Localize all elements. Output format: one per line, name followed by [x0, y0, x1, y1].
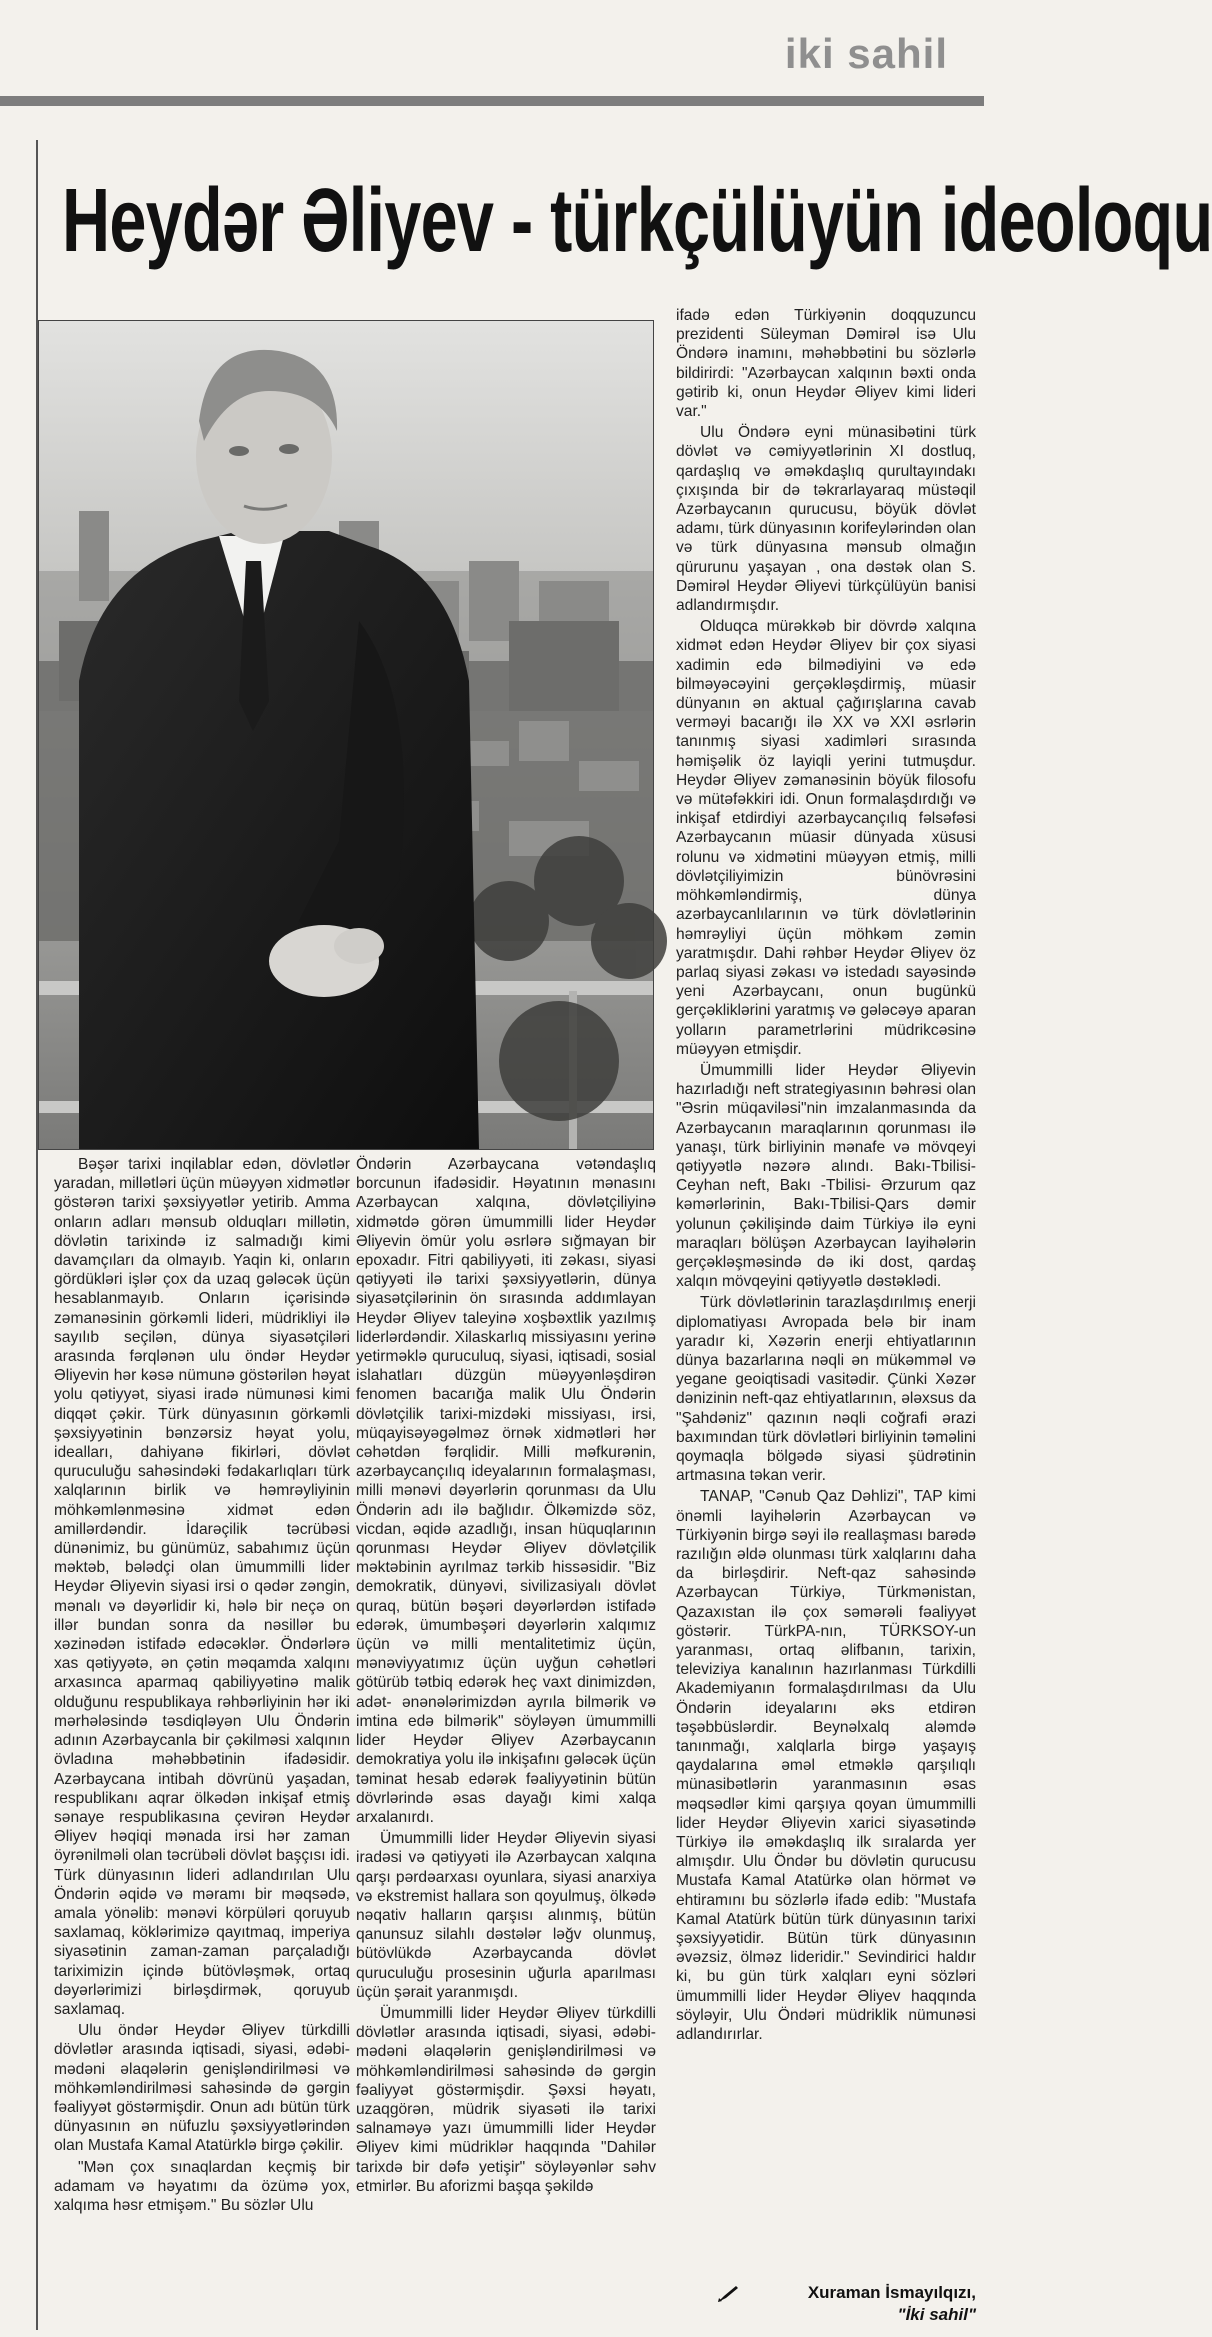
- paragraph: "Mən çox sınaqlardan keçmiş bir adamam və həyatımı da özümə yox, xalqıma həsr etmişəm." Bu sözlər Ulu: [54, 2158, 350, 2214]
- masthead: iki sahil: [784, 30, 948, 77]
- signature-author: Xuraman İsmayılqızı,: [807, 2283, 976, 2302]
- paragraph: Ümummilli lider Heydər Əliyevin hazırladığı neft strategiyasının bəhrəsi olan "Əsrin müqaviləsi"nin imzalanmasında da Azərbaycanın maraqlarının qorunması ilə yanaşı, türk birliyinin mənafe və mövqeyi qətiyyətlə nəzərə alındı. Bakı-Tbilisi-Ceyhan neft, Bakı -Tbilisi- Ərzurum qaz kəmərlərinin, Bakı-Tbilisi-Qars dəmir yolunun çəkilişində daim Türkiyə ilə eyni maraqları bölüşən Azərbaycan layihələrin gerçəkləşməsində də iki dost, qardaş xalqın mövqeyini qətiyyətlə dəstəklədi.: [676, 1061, 976, 1291]
- headline: Heydər Əliyev - türkçülüyün ideoloqu: [62, 171, 1212, 271]
- portrait-photo: [38, 320, 654, 1150]
- paragraph: Olduqca mürəkkəb bir dövrdə xalqına xidmət edən Heydər Əliyev bir çox siyasi xadimin edə bilmədiyini və edə bilməyəcəyini gerçəkləşdirmiş, müasir dünyanın ən aktual çağırışlarına cavab verməyi bacarığı ilə XX və XXI əsrlərin tanınmış siyasi xadimləri sırasında həmişəlik öz layiqli yerini tutmuşdur. Heydər Əliyev zəmanəsinin böyük filosofu və mütəfəkkiri idi. Onun formalaşdırdığı və inkişaf etdirdiyi azərbaycançılıq fəlsəfəsi Azərbaycanın müasir dünyada xüsusi rolunu və xidmətini müəyyən etmiş, milli dövlətçiliyimizin bünövrəsini möhkəmləndirmiş, dünya azərbaycanlılarının və türk dövlətlərinin həmrəyliyi üçün möhkəm zəmin yaratmışdır. Dahi rəhbər Heydər Əliyev öz parlaq siyasi zəkası və istedadı sayəsində yeni Azərbaycanı, onun bugünkü gerçəkliklərini yaratmış və gələcəyə aparan yolların parametrlərini müdrikcəsinə müəyyən etmişdir.: [676, 618, 976, 1058]
- paragraph: Bəşər tarixi inqilablar edən, dövlətlər yaradan, millətləri üçün müəyyən xidmətlər göstərən tarixi şəxsiyyətlər yetirib. Amma onların adları mənsub olduqları millətin, dövlətin tarixində iz salmadığı kimi davamçıları da olmayıb. Yaqin ki, onların gördükləri işlər çox da uzaq gələcək üçün hesablanmayıb. Onların içərisində zəmanəsinin görkəmli lideri, müdrikliyi ilə sayılıb seçilən, dünya siyasətçiləri arasında fərqlənən ulu öndər Heydər Əliyevin hər kəsə nümunə göstərilən həyat yolu qətiyyət, siyasi iradə nümunəsi kimi diqqət çəkir. Türk dünyasının görkəmli şəxsiyyətinin bənzərsiz həyat yolu, idealları, dahiyanə fikirləri, dövlət quruculuğu sahəsindəki fədakarlıqları türk xalqlarının birlik və həmrəyliyinin möhkəmlənməsinə xidmət edən amillərdəndir. İdarəçilik təcrübəsi dünənimiz, bu günümüz, sabahımız üçün məktəb, bələdçi olan ümummilli lider Heydər Əliyevin siyasi irsi o qədər zəngin, mənalı və dəyərlidir ki, hələ bir neçə on illər bundan sonra da nəsillər bu xəzinədən istifadə edəcəklər. Öndərlərə xas qətiyyətə, ən çətin məqamda xalqını arxasınca aparmaq qabiliyyətinə malik olduğunu respublikaya rəhbərliyinin hər iki mərhələsində təsdiqləyən Ulu Öndərin adının Azərbaycanla bir çəkilməsi xalqının övladına məhəbbətinin ifadəsidir. Azərbaycana intibah dövrünü yaşadan, respublikanı aqrar ölkədən inkişaf etmiş sənaye respublikasına çevirən Heydər Əliyev həqiqi mənada irsi hər zaman öyrənilməli olan təcrübəli dövlət başçısı idi. Türk dünyasının lideri adlandırılan Ulu Öndərin əqidə və məramı bir məqsədə, amala yönəlib: mənəvi körpüləri qoruyub saxlamaq, köklərimizə qayıtmaq, imperiya siyasətinin zaman-zaman parçaladığı tariximizin içində bütövləşmək, ortaq dəyərlərimizi birləşdirmək, qoruyub saxlamaq.: [54, 1156, 350, 2018]
- paragraph: ifadə edən Türkiyənin doqquzuncu prezidenti Süleyman Dəmirəl isə Ulu Öndərə inamını, məhəbbətini bu sözlərlə bildirirdi: "Azərbaycan xalqının bəxti onda gətirib ki, onun Heydər Əliyev kimi lideri var.": [676, 307, 976, 421]
- paragraph: Ümummilli lider Heydər Əliyev türkdilli dövlətlər arasında iqtisadi, siyasi, ədəbi-mədəni əlaqələrin genişləndirilməsi və möhkəmləndirilməsi sahəsində də gərgin fəaliyyət göstərmişdir. Şəxsi həyatı, uzaqgörən, müdrik siyasəti ilə tarixi salnaməyə yazı ümummilli lider Heydər Əliyev kimi müdriklər haqqında "Dahilər tarixdə bir dəfə yetişir" söyləyənlər səhv etmirlər. Bu aforizmi başqa şəkildə: [356, 2004, 656, 2195]
- paragraph: Ulu Öndərə eyni münasibətini türk dövlət və cəmiyyətlərinin XI dostluq, qardaşlıq və əməkdaşlıq qurultayındakı çıxışında bir də təkrarlayaraq müstəqil Azərbaycanın qurucusu, böyük dövlət adamı, türk dünyasının korifeylərindən olan və türk dünyasına mənsub olmağın qürurunu yaşayan , ona dəstək olan S. Dəmirəl Heydər Əliyevi türkçülüyün banisi adlandırmışdır.: [676, 424, 976, 615]
- paragraph: Ulu öndər Heydər Əliyev türkdilli dövlətlər arasında iqtisadi, siyasi, ədəbi-mədəni əlaqələrin genişləndirilməsi və möhkəmləndirilməsi sahəsində də gərgin fəaliyyət göstərmişdir. Onun adı bütün türk dünyasının ən nüfuzlu şəxsiyyətlərindən olan Mustafa Kamal Atatürklə birgə çəkilir.: [54, 2022, 350, 2155]
- article-column-right: [676, 306, 976, 2286]
- paragraph: TANAP, "Cənub Qaz Dəhlizi", TAP kimi önəmli layihələrin Azərbaycan və Türkiyənin birgə səyi ilə reallaşması barədə razılığın əldə olunması türk xalqlarını daha da birləşdirir. Neft-qaz sahəsində Azərbaycan Türkiyə, Türkmənistan, Qazaxıstan ilə çox səmərəli fəaliyyət göstərir. TürkPA-nın, TÜRKSOY-un yaranması, ortaq əlifbanın, tarixin, televiziya kanalının hazırlanması Türkdilli Akademiyanın formalaşdırılması da Ulu Öndərin ideyalarını əks etdirən təşəbbüslərdir. Beynəlxalq aləmdə tanınmağı, xalqlarla birgə yaşayış qaydalarına əməl etməklə qarşılıqlı münasibətlərin yaranmasının əsas məqsədlər kimi qarşıya qoyan ümummilli lider Heydər Əliyevin xarici siyasətində Türkiyə ilə əməkdaşlıq ilk sıralarda yer almışdır. Ulu Öndər bu dövlətin qurucusu Mustafa Kamal Atatürkə olan hörmət və ehtiramını bu sözlərlə ifadə edib: "Mustafa Kamal Atatürk bütün türk dünyasının tarixi şəxsiyyətidir. Bütün türk dünyasının əvəzsiz, ölməz lideridir." Sevindirici haldır ki, bu gün türk xalqları eyni sözləri ümummilli lider Heydər Əliyev haqqında söyləyir, Ulu Öndəri müdriklik nümunəsi adlandırırlar.: [676, 1488, 976, 2044]
- top-rule: [0, 96, 984, 106]
- article-column-middle: [356, 1155, 656, 2335]
- signature-publication: "İki sahil": [897, 2305, 976, 2324]
- paragraph: Türk dövlətlərinin tarazlaşdırılmış enerji diplomatiyası Avropada belə bir inam yaradır ki, Xəzərin enerji ehtiyatlarının dünya bazarlarına nəqli ən mükəmməl və yegane geoiqtisadi vasitədir. Çünki Xəzər dənizinin neft-qaz ehtiyatlarının, ələxsus da "Şahdəniz" qazının nəqli coğrafi ərazi baxımından türk dövlətləri birliyinin təməlini qoymaqla bölgədə siyasi şüdrətinin artmasına təkan verir.: [676, 1294, 976, 1485]
- paragraph: Öndərin Azərbaycana vətəndaşlıq borcunun ifadəsidir. Həyatının mənasını Azərbaycan xalqına, dövlətçiliyinə xidmətdə görən ümummilli lider Heydər Əliyevin ömür yolu əsrlərə sığmayan bir epoxadır. Fitri qabiliyyəti, iti zəkası, siyasi qətiyyəti ilə tarixi şəxsiyyətlərin, dünya siyasətçilərinin ön sırasında addımlayan Heydər Əliyev taleyinə xoşbəxtlik yazılmış liderlərdəndir. Xilaskarlıq missiyasını yerinə yetirməklə quruculuq, siyasi, iqtisadi, sosial islahatları düzgün müəyyənləşdirən fenomen bacarığa malik Ulu Öndərin dövlətçilik tarixi-mizdəki missiyası, irsi, müqayisəyəgəlməz örnək xidmətləri hər cəhətdən fərqlidir. Milli məfkurənin, azərbaycançılıq ideyalarının formalaşması, milli mənəvi dəyərlərin qorunması da Ulu Öndərin adı ilə bağlıdır. Ölkəmizdə söz, vicdan, əqidə azadlığı, insan hüquqlarının qorunması Heydər Əliyev dövlətçilik məktəbinin ayrılmaz tərkib hissəsidir. "Biz demokratik, dünyəvi, sivilizasiyalı dövlət quraq, bütün bəşəri dəyərlərdən istifadə edərək, ümumbəşəri dəyərlərin xalqımız üçün və milli mentalitetimiz üçün, mənəviyyatımız üçün uyğun cəhətləri götürüb tətbiq edərək heç vaxt dinimizdən, adət- ənənələrimizdən ayrıla bilmərik və imtina edə bilmərik" söyləyən ümummilli lider Heydər Əliyev Azərbaycanın demokratiya yolu ilə inkişafını gələcək üçün təminat hesab edərək fəaliyyətinin bütün dövrlərində əsas dayağı kimi xalqa arxalanırdı.: [356, 1156, 656, 1826]
- article-column-left: [54, 1155, 350, 2335]
- signature: [700, 2282, 976, 2330]
- pen-icon: [716, 2284, 740, 2304]
- paragraph: Ümummilli lider Heydər Əliyevin siyasi iradəsi və qətiyyəti ilə Azərbaycan xalqına qarşı pərdəarxası oyunlara, siyasi anarxiya və ekstremist hallara son qoyulmuş, ölkədə nəqativ halların qarşısı alınmış, bütün qanunsuz silahlı dəstələr ləğv olunmuş, bütövlükdə Azərbaycanda dövlət quruculuğu prosesinin uğurla aparılması üçün şərait yaranmışdı.: [356, 1830, 656, 2001]
